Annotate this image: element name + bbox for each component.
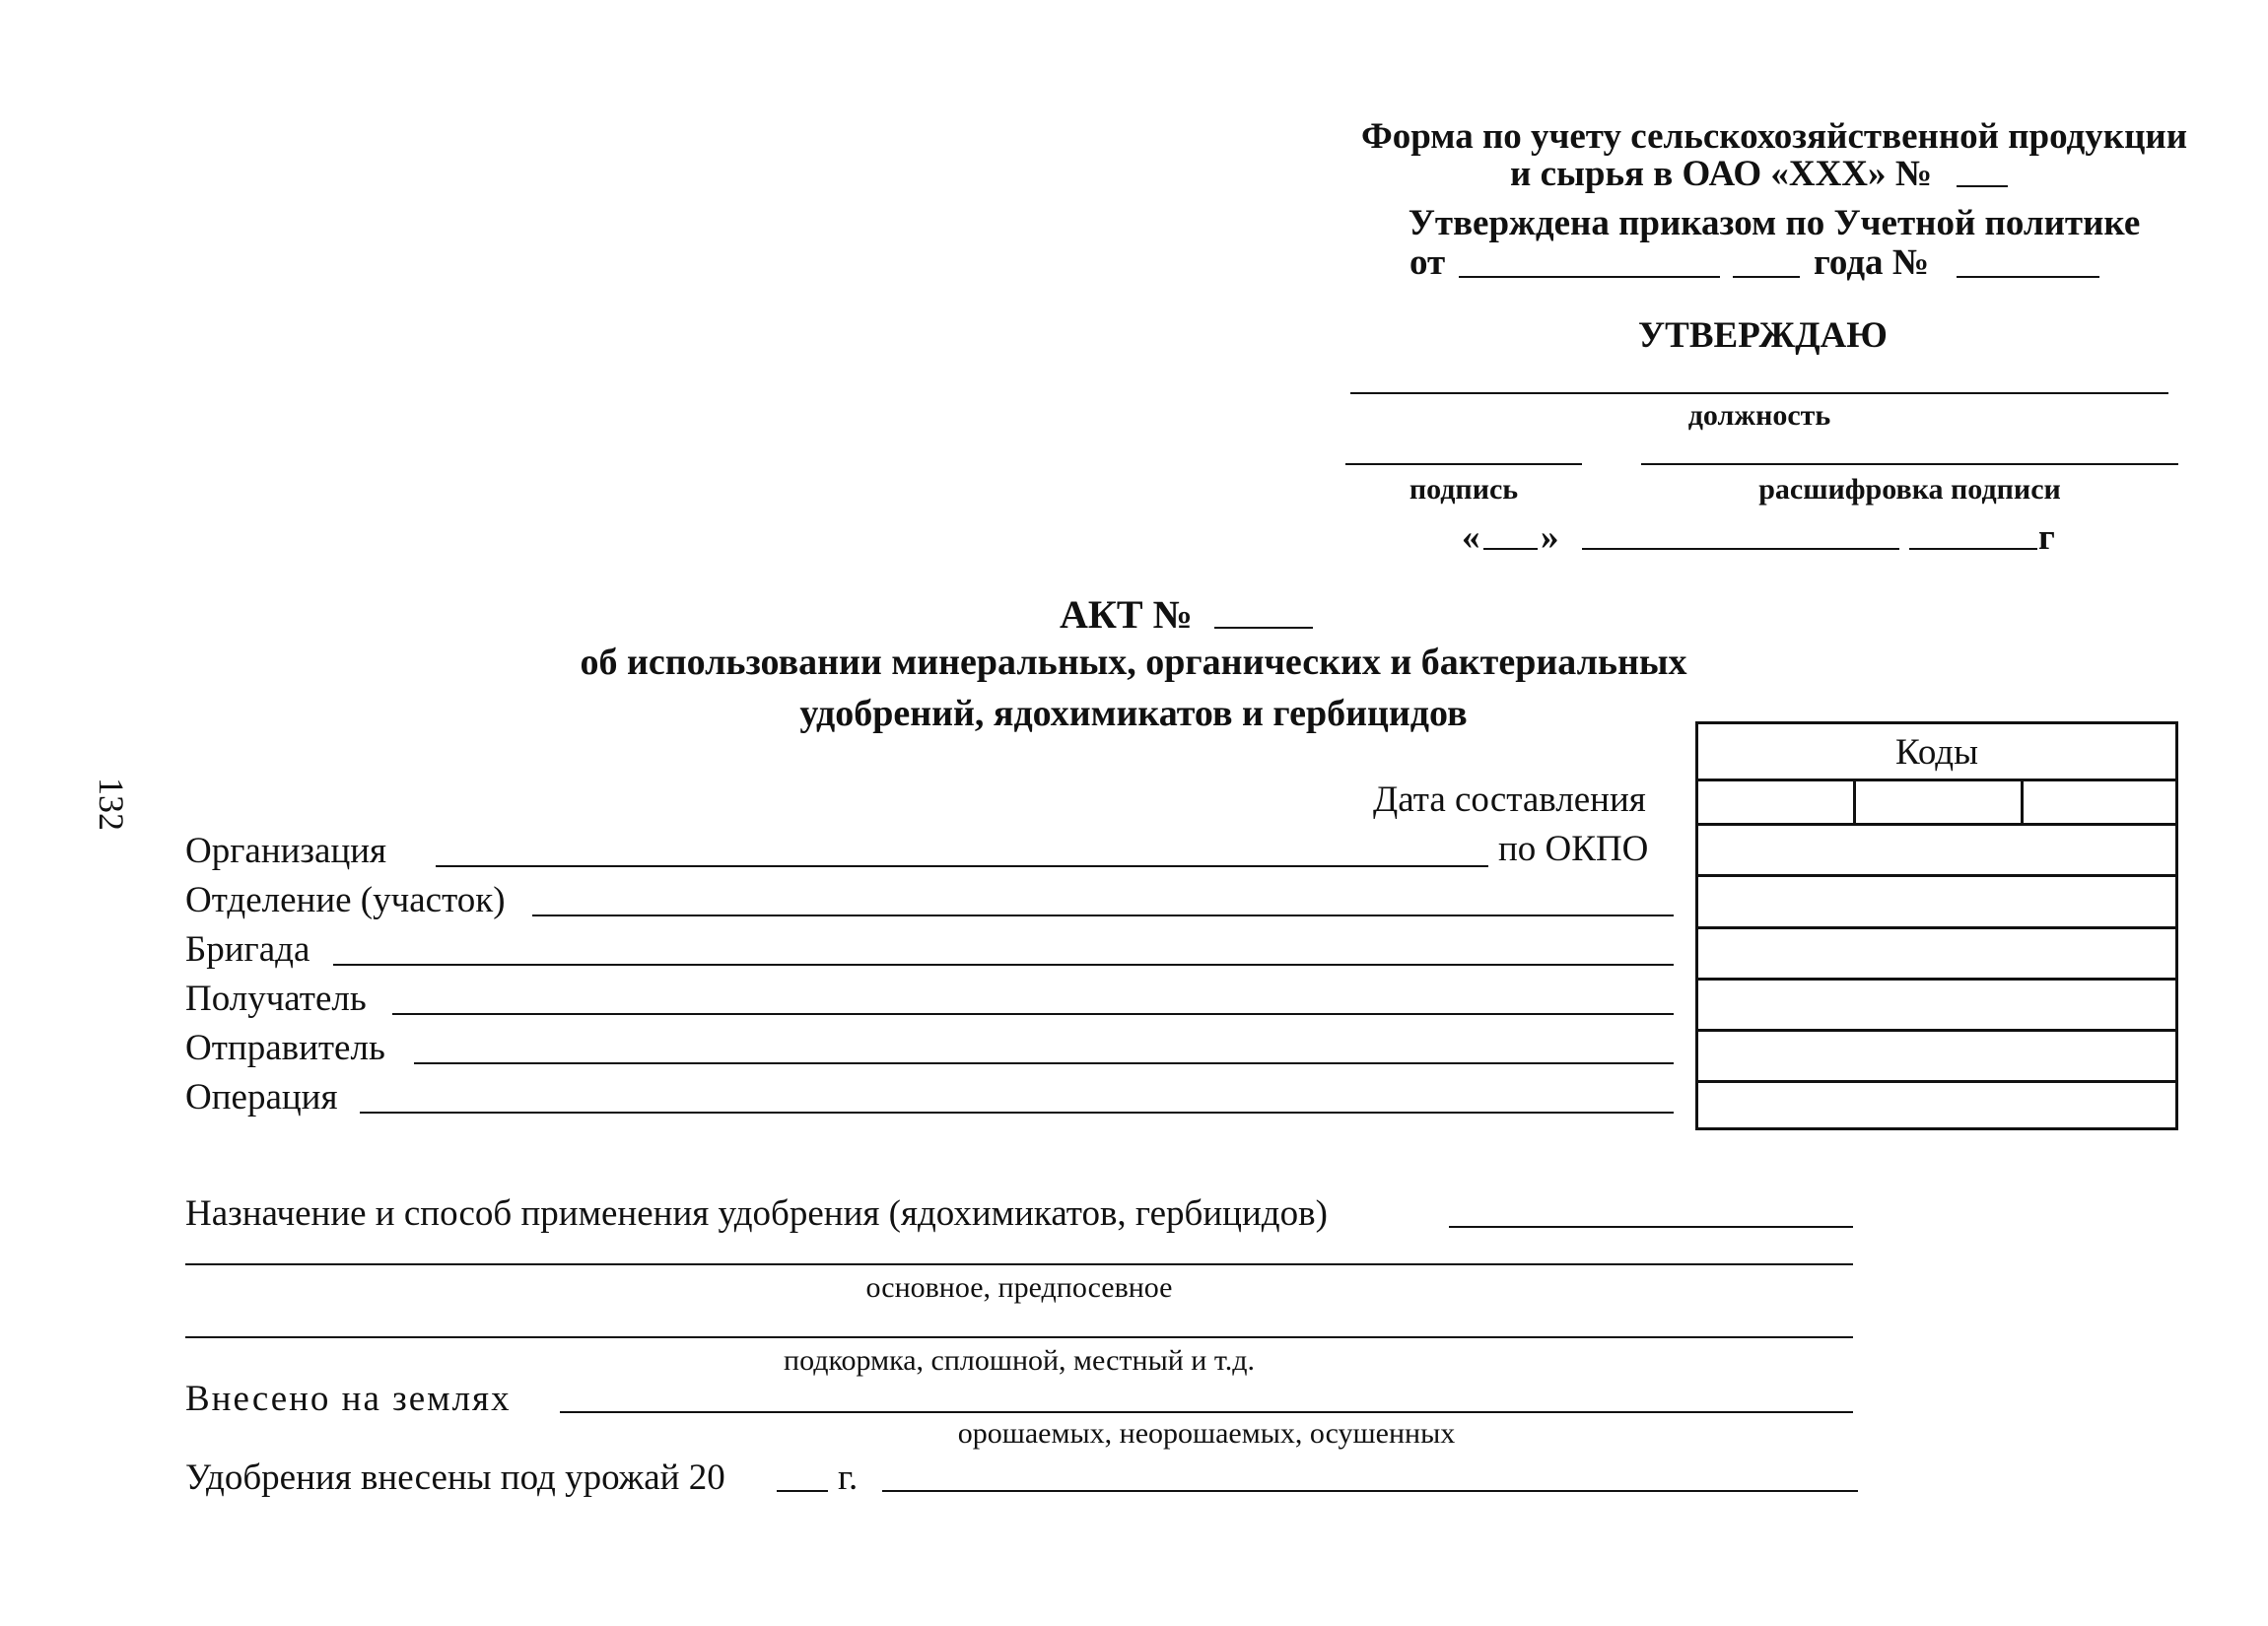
okpo-label: по ОКПО xyxy=(1498,829,1649,869)
position-line xyxy=(1350,392,2168,394)
date-close-quote: » xyxy=(1541,517,1559,558)
lands-hint: орошаемых, неорошаемых, осушенных xyxy=(957,1417,1456,1450)
codes-row-divider xyxy=(1695,874,2178,877)
date-year-line xyxy=(1909,548,2037,550)
codes-date-divider xyxy=(2021,779,2024,823)
approved-year-line xyxy=(1733,276,1800,278)
form-number-line xyxy=(1957,185,2008,187)
codes-row-divider xyxy=(1695,823,2178,826)
recipient-label: Получатель xyxy=(185,979,367,1019)
act-title: АКТ № xyxy=(1060,592,1193,637)
approved-year: года № xyxy=(1814,242,1929,283)
harvest-input-line[interactable] xyxy=(882,1490,1858,1492)
codes-row-divider xyxy=(1695,1029,2178,1032)
operation-input-line[interactable] xyxy=(360,1112,1674,1114)
form-line-1: Форма по учету сельскохозяйственной продукции xyxy=(1360,116,2188,157)
title-line-2: удобрений, ядохимикатов и гербицидов xyxy=(799,693,1468,734)
purpose-hint-2: подкормка, сплошной, местный и т.д. xyxy=(784,1344,1255,1377)
approved-number-line xyxy=(1957,276,2099,278)
date-month-line xyxy=(1582,548,1899,550)
sender-label: Отправитель xyxy=(185,1028,385,1068)
date-open-quote: « xyxy=(1462,517,1480,558)
codes-date-divider xyxy=(1853,779,1856,823)
brigade-input-line[interactable] xyxy=(333,964,1674,966)
title-line-1: об использовании минеральных, органических и бактериальных xyxy=(580,642,1687,683)
purpose-input-line-2[interactable] xyxy=(185,1263,1853,1265)
position-caption: должность xyxy=(1687,399,1831,432)
sender-input-line[interactable] xyxy=(414,1062,1674,1064)
codes-header: Коды xyxy=(1895,732,1978,773)
codes-row-divider xyxy=(1695,978,2178,981)
approved-line-1: Утверждена приказом по Учетной политике xyxy=(1408,203,2141,243)
harvest-label: Удобрения внесены под урожай 20 xyxy=(185,1457,725,1498)
act-number-line xyxy=(1214,627,1313,629)
approved-from: от xyxy=(1409,242,1446,283)
signature-caption: подпись xyxy=(1409,473,1519,506)
organization-label: Организация xyxy=(185,831,387,871)
date-label: Дата составления xyxy=(1373,779,1646,820)
date-day-line xyxy=(1483,548,1538,550)
purpose-input-line-3[interactable] xyxy=(185,1336,1853,1338)
signature-decode-line xyxy=(1641,463,2178,465)
harvest-year-line[interactable] xyxy=(777,1490,828,1492)
approved-date-line xyxy=(1459,276,1720,278)
harvest-year-suffix: г. xyxy=(838,1457,859,1498)
codes-row-divider xyxy=(1695,926,2178,929)
operation-label: Операция xyxy=(185,1077,338,1118)
purpose-label: Назначение и способ применения удобрения (ядохимикатов, гербицидов) xyxy=(185,1193,1328,1234)
lands-label: Внесено на землях xyxy=(185,1379,512,1419)
department-label: Отделение (участок) xyxy=(185,880,506,920)
codes-row-divider xyxy=(1695,1080,2178,1083)
purpose-input-line[interactable] xyxy=(1449,1226,1853,1228)
page-number: 132 xyxy=(92,778,131,831)
date-year-suffix: г xyxy=(2038,517,2055,558)
brigade-label: Бригада xyxy=(185,929,310,970)
lands-input-line[interactable] xyxy=(560,1411,1853,1413)
signature-line xyxy=(1345,463,1582,465)
codes-row-divider xyxy=(1695,779,2178,781)
approve-word: УТВЕРЖДАЮ xyxy=(1638,315,1888,356)
form-line-2: и сырья в ОАО «XXX» № xyxy=(1510,154,1932,194)
recipient-input-line[interactable] xyxy=(392,1013,1674,1015)
purpose-hint-1: основное, предпосевное xyxy=(865,1271,1173,1304)
signature-decode-caption: расшифровка подписи xyxy=(1758,473,2061,506)
department-input-line[interactable] xyxy=(532,915,1674,916)
organization-input-line[interactable] xyxy=(436,865,1488,867)
